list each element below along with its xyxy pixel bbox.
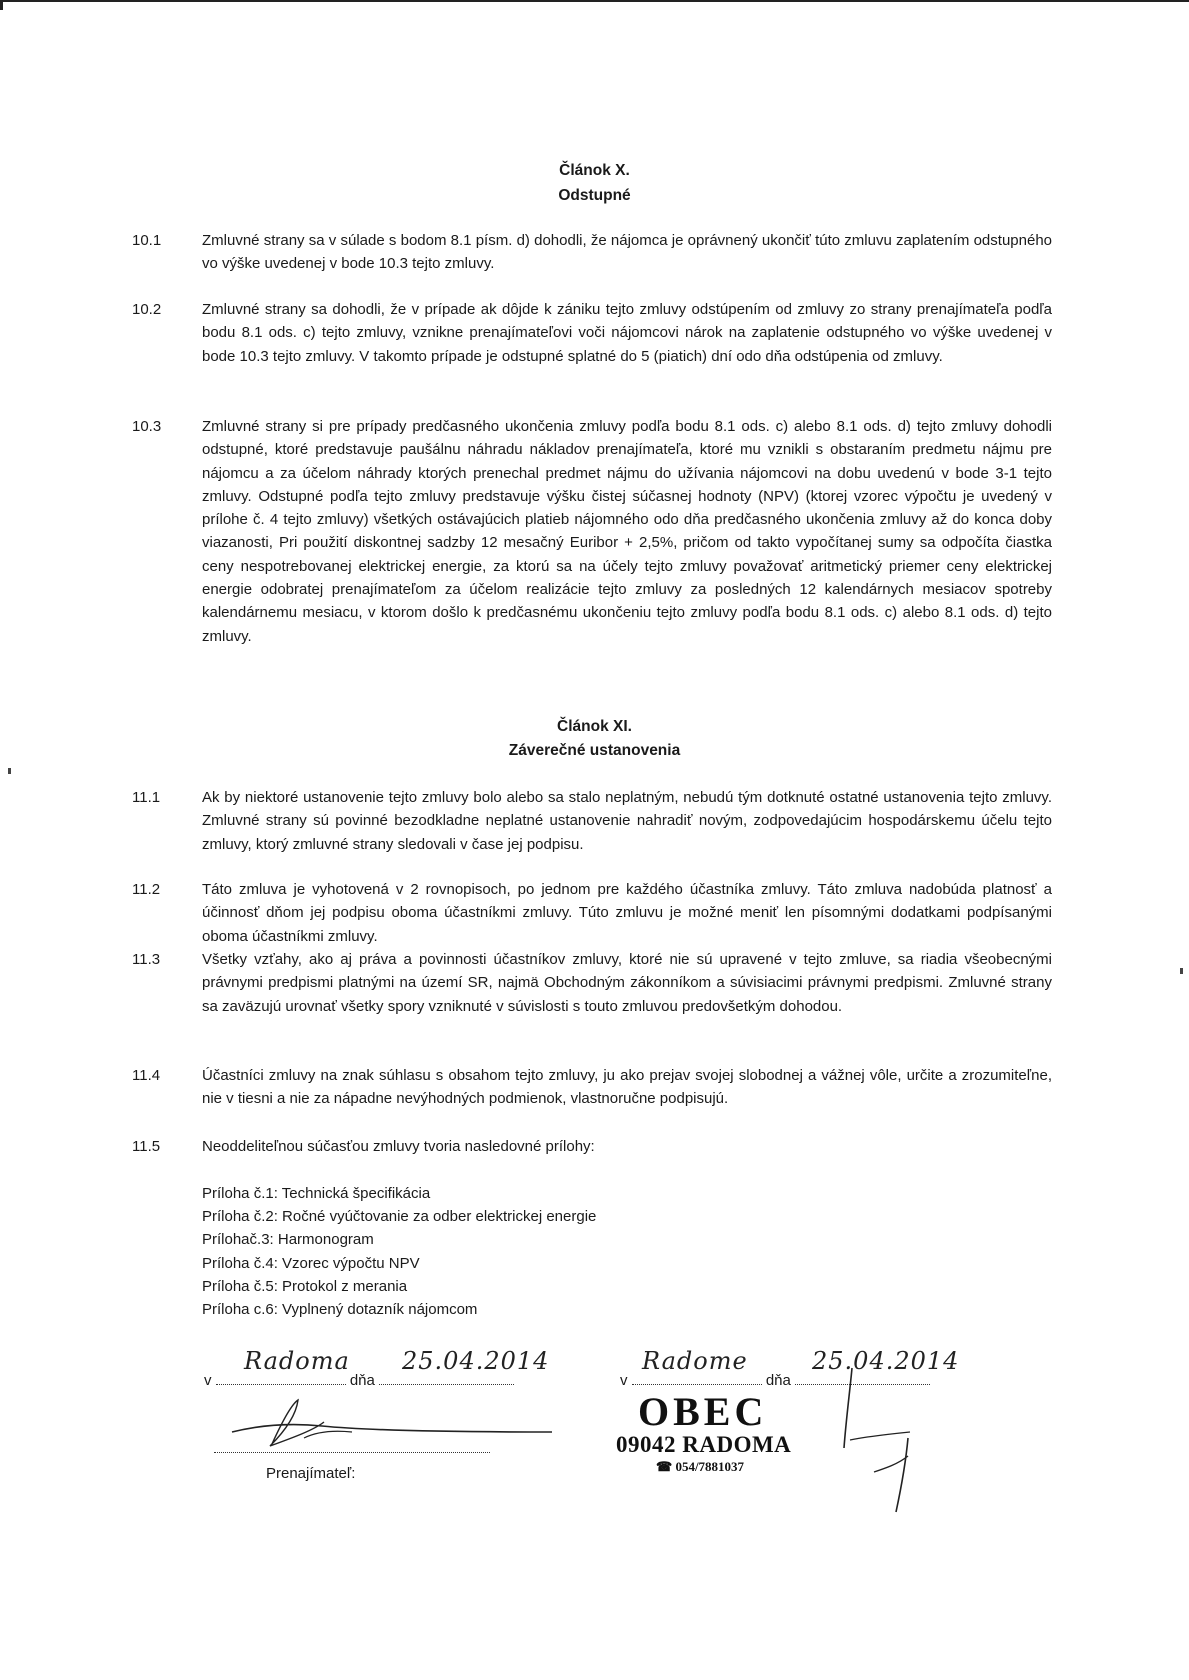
clause-number: 10.3: [132, 418, 162, 435]
clause-number: 11.3: [132, 951, 161, 968]
clause-number: 11.1: [132, 789, 161, 806]
clause-text: Účastníci zmluvy na znak súhlasu s obsahom tejto zmluvy, ju ako prejav svojej slobodnej a vážnej vôle, určite a zrozumiteľne, nie v tiesni a nie za nápadne nevýhodných podmienok, vlastnoručne podpisujú.: [202, 1067, 1052, 1108]
right-place-handwritten: Radome: [642, 1347, 748, 1375]
scan-mark: [0, 0, 3, 10]
clause-11-5: [132, 1135, 1052, 1158]
clause-number: 11.5: [132, 1138, 161, 1155]
clause-text: Neoddeliteľnou súčasťou zmluvy tvoria nasledovné prílohy:: [202, 1138, 595, 1155]
annex-list: [202, 1182, 596, 1321]
scan-border-top: [0, 0, 1189, 2]
article-11-title: Článok XI.: [557, 718, 632, 735]
clause-11-3: [132, 948, 1052, 1018]
clause-number: 10.1: [132, 232, 162, 249]
clause-11-4: [132, 1064, 1052, 1111]
clause-text: Zmluvné strany sa v súlade s bodom 8.1 písm. d) dohodli, že nájomca je oprávnený ukončiť túto zmluvu zaplatením odstupného vo výške uvedenej v bode 10.3 tejto zmluvy.: [202, 232, 1052, 273]
clause-text: Zmluvné strany si pre prípady predčasného ukončenia zmluvy podľa bodu 8.1 ods. c) alebo 8.1 ods. d) tejto zmluvy dohodli odstupné, ktoré predstavuje paušálnu náhradu nákladov prenajímateľa, ktoré mu vznikli s obstaraním predmetu nájmu pre nájomcu a za účelom náhrady ktorých prenechal predmet nájmu do užívania nájomcovi na dobu uvedenú v bode 3-1 tejto zmluvy. Odstupné podľa tejto zmluvy predstavuje výšku čistej súčasnej hodnoty (NPV) (ktorej vzorec výpočtu je uvedený v prílohe č. 4 tejto zmluvy) všetkých ostávajúcich platieb nájomného odo dňa predčasného ukončenia zmluvy až do konca doby viazanosti, Pri použití diskontnej sadzby 12 mesačný Euribor + 2,5%, pričom od takto vypočítanej sumy sa odpočíta čiastka ceny nespotrebovanej elektrickej energie, za ktorú sa na účely tejto zmluvy považovať aritmetický priemer ceny elektrickej energie odobratej prenajímateľom za účelom realizácie tejto zmluvy za posledných 12 kalendárnych mesiacov spotreby kalendárnemu mesiacu, v ktorom došlo k predčasnému ukončeniu tejto zmluvy podľa bodu 8.1 ods. c) alebo 8.1 ods. d) tejto zmluvy.: [202, 418, 1052, 645]
clause-number: 11.4: [132, 1067, 161, 1084]
annex-item: Príloha č.4: Vzorec výpočtu NPV: [202, 1254, 420, 1272]
clause-text: Všetky vzťahy, ako aj práva a povinnosti účastníkov zmluvy, ktoré nie sú upravené v tejto zmluve, sa riadia všeobecnými právnymi predpismi platnými na území SR, najmä Obchodným zákonníkom a súvisiacimi právnymi predpismi. Zmluvné strany sa zaväzujú urovnať všetky spory vzniknuté v súvislosti s touto zmluvou predovšetkým dohodou.: [202, 951, 1052, 1015]
dna-label: dňa: [349, 1372, 375, 1389]
v-label: v: [620, 1372, 628, 1389]
clause-text: Táto zmluva je vyhotovená v 2 rovnopisoch, po jednom pre každého účastníka zmluvy. Táto zmluva nadobúda platnosť a účinnosť dňom jej podpisu oboma účastníkmi zmluvy. Túto zmluvu je možné meniť len písomnými dodatkami podpísanými oboma účastníkmi zmluvy.: [202, 881, 1052, 945]
scan-mark: [1180, 968, 1183, 974]
landlord-label: Prenajímateľ:: [266, 1465, 356, 1482]
clause-10-1: [132, 229, 1052, 276]
signature-dotted-line: [214, 1452, 490, 1453]
clause-10-3: [132, 415, 1052, 648]
annex-item: Prílohač.3: Harmonogram: [202, 1231, 374, 1249]
scan-mark: [8, 768, 11, 774]
stamp-line-1: OBEC: [638, 1389, 768, 1434]
left-place-handwritten: Radoma: [244, 1347, 350, 1375]
annex-item: Príloha c.6: Vyplnený dotazník nájomcom: [202, 1301, 478, 1319]
article-10-title: Článok X.: [559, 162, 630, 179]
annex-item: Príloha č.2: Ročné vyúčtovanie za odber elektrickej energie: [202, 1208, 597, 1226]
article-10-subtitle: Odstupné: [558, 187, 631, 204]
clause-10-2: [132, 298, 1052, 368]
clause-text: Ak by niektoré ustanovenie tejto zmluvy bolo alebo sa stalo neplatným, nebudú tým dotknuté ostatné ustanovenia tejto zmluvy. Zmluvné strany sú povinné bezodkladne neplatné ustanovenie nahradiť novým, zodpovedajúcim hospodárskemu účelu tejto zmluvy, ktorý zmluvné strany sledovali v čase jej podpisu.: [202, 789, 1052, 853]
right-date-handwritten: 25.04.2014: [812, 1347, 960, 1375]
dna-label: dňa: [765, 1372, 791, 1389]
article-11-subtitle: Záverečné ustanovenia: [508, 742, 681, 759]
clause-11-1: [132, 786, 1052, 856]
annex-item: Príloha č.5: Protokol z merania: [202, 1277, 408, 1295]
left-date-handwritten: 25.04.2014: [402, 1347, 550, 1375]
clause-number: 11.2: [132, 881, 161, 898]
clause-11-2: [132, 878, 1052, 948]
clause-text: Zmluvné strany sa dohodli, že v prípade ak dôjde k zániku tejto zmluvy odstúpením od zmluvy zo strany prenajímateľa podľa bodu 8.1 ods. c) tejto zmluvy, vznikne prenajímateľovi voči nájomcovi nárok na zaplatenie odstupného vo výške uvedenej v bode 10.3 tejto zmluvy. V takomto prípade je odstupné splatné do 5 (piatich) dní odo dňa odstúpenia od zmluvy.: [202, 301, 1052, 365]
stamp-line-3: ☎ 054/7881037: [656, 1459, 745, 1474]
annex-item: Príloha č.1: Technická špecifikácia: [202, 1185, 431, 1202]
right-signature-scribble: [810, 1360, 930, 1520]
v-label: v: [204, 1372, 212, 1389]
clause-number: 10.2: [132, 301, 162, 318]
stamp-line-2: 09042 RADOMA: [616, 1432, 792, 1457]
